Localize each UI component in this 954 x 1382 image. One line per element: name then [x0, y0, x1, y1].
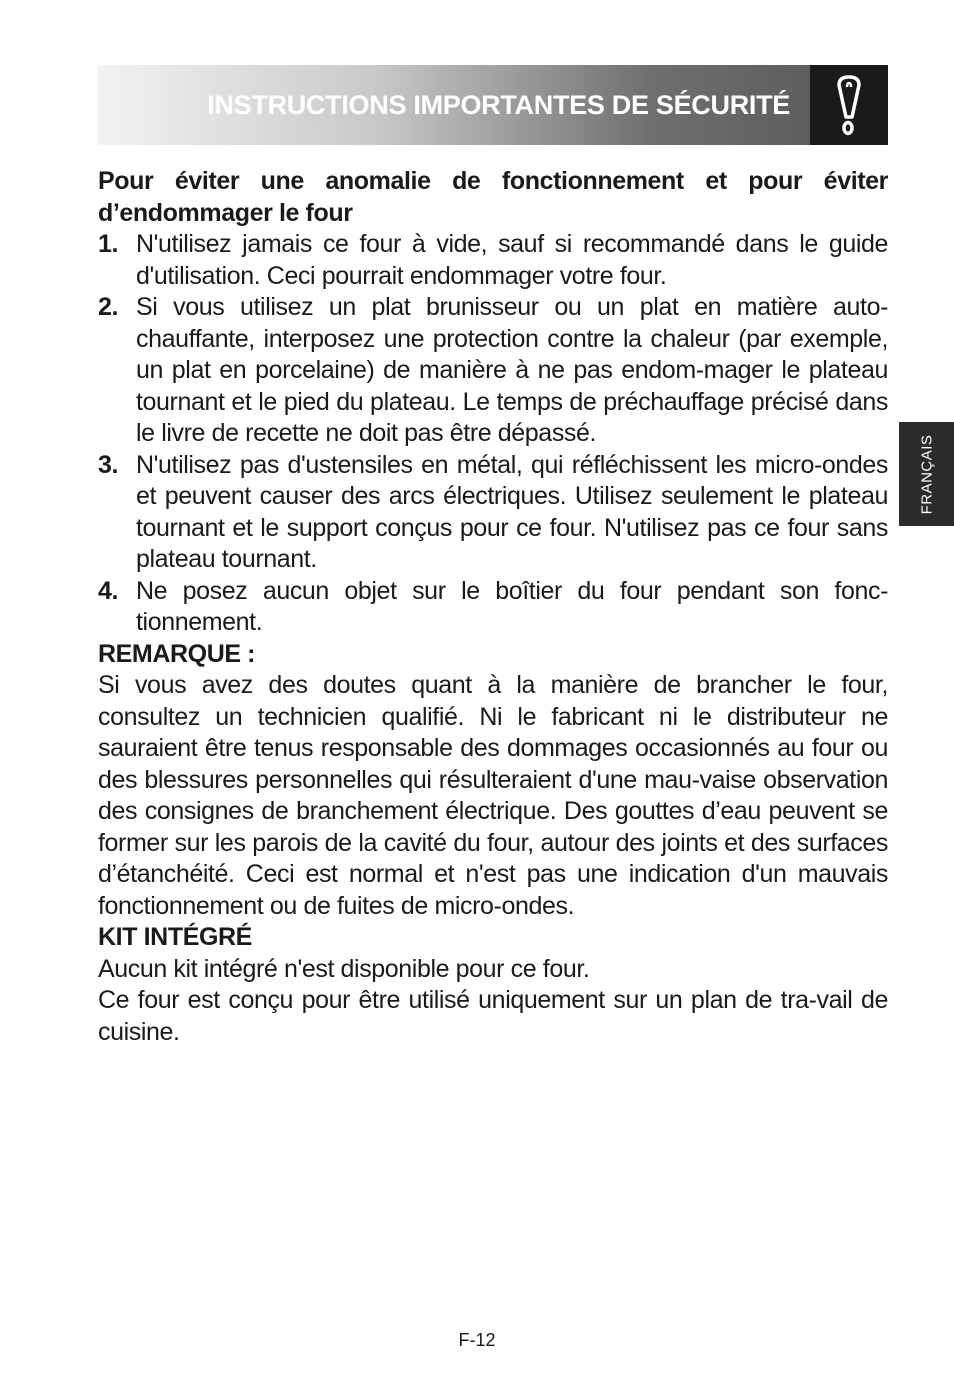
remarque-heading: REMARQUE : [98, 639, 256, 668]
exclamation-icon [829, 73, 869, 137]
kit-line-2: Ce four est conçu pour être utilisé uniquement sur un plan de tra-vail de cuisine. [98, 986, 888, 1046]
list-item-number: 4. [98, 576, 119, 605]
list-item-number: 3. [98, 450, 119, 479]
list-item-text: N'utilisez jamais ce four à vide, sauf si recommandé dans le guide d'utilisation. Ceci pourrait endommager votre four. [136, 230, 888, 290]
list-item-number: 1. [98, 230, 119, 258]
page-content [98, 166, 888, 1048]
kit-line-1: Aucun kit intégré n'est disponible pour ce four. [98, 954, 590, 983]
warning-icon-box [810, 65, 888, 145]
list-item-text: N'utilisez pas d'ustensiles en métal, qui réfléchissent les micro-ondes et peuvent causer des arcs électriques. Utilisez seulement le plateau tournant et le support conçus pour ce four. N'utilisez pas ce four sans plateau tournant. [136, 450, 888, 573]
list-item [98, 450, 888, 576]
language-tab-label: FRANÇAIS [918, 434, 935, 514]
precautions-list [98, 229, 888, 639]
list-item [98, 229, 888, 292]
section-header [98, 65, 888, 145]
list-item [98, 292, 888, 450]
remarque-text: Si vous avez des doutes quant à la manière de brancher le four, consultez un technicien qualifié. Ni le fabricant ni le distributeur ne sauraient être tenus responsable des dommages occasionnés au four ou des blessures personnelles qui résulteraient d'une mau-vaise observation des consignes de branchement électrique. Des gouttes d’eau peuvent se former sur les parois de la cavité du four, autour des joints et des surfaces d’étanchéité. Ceci est normal et n'est pas une indication d'un mauvais fonctionnement ou de fuites de micro-ondes. [98, 671, 888, 920]
header-title: INSTRUCTIONS IMPORTANTES DE SÉCURITÉ [207, 89, 790, 120]
kit-heading: KIT INTÉGRÉ [98, 923, 252, 951]
page-number: F-12 [458, 1330, 496, 1350]
intro-heading: Pour éviter une anomalie de fonctionnement et pour éviter d’endommager le four [98, 167, 888, 227]
list-item-text: Ne posez aucun objet sur le boîtier du four pendant son fonc-tionnement. [136, 576, 888, 636]
list-item [98, 576, 888, 639]
list-item-number: 2. [98, 293, 119, 321]
list-item-text: Si vous utilisez un plat brunisseur ou un plat en matière auto-chauffante, interposez une protection contre la chaleur (par exemple, un plat en porcelaine) de manière à ne pas endom-mager le plateau tournant et le pied du plateau. Le temps de préchauffage précisé dans le livre de recette ne doit pas être dépassé. [136, 293, 888, 447]
language-tab [899, 422, 954, 526]
